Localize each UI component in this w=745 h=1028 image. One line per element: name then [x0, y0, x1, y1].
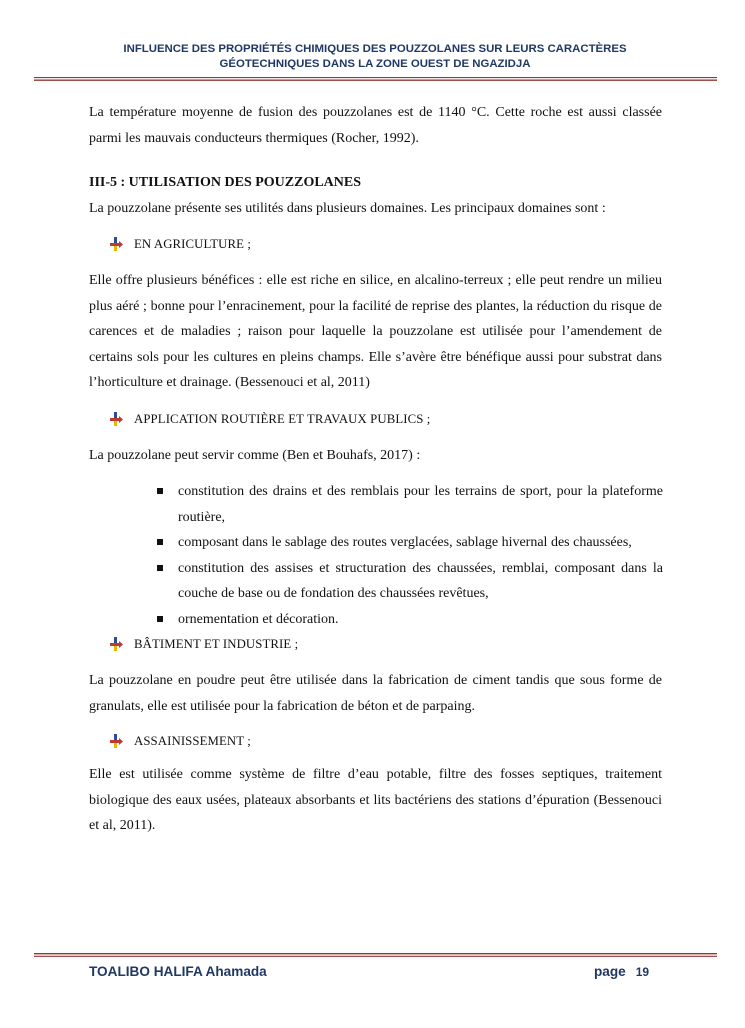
section-heading: III-5 : UTILISATION DES POUZZOLANES — [89, 175, 362, 190]
arrow-bullet-icon — [110, 734, 124, 748]
footer-page-number — [594, 964, 649, 979]
domain-label: EN AGRICULTURE ; — [134, 236, 252, 251]
section-intro: La pouzzolane présente ses utilités dans plusieurs domaines. Les principaux domaines sont : — [89, 201, 606, 216]
header-title-line-1: INFLUENCE DES PROPRIÉTÉS CHIMIQUES DES POUZZOLANES SUR LEURS CARACTÈRES — [123, 43, 627, 55]
list-item-text: composant dans le sablage des routes verglacées, sablage hivernal des chaussées, — [178, 535, 632, 550]
domain-bullet-assainissement — [110, 731, 251, 751]
arrow-bullet-icon — [110, 637, 124, 651]
domain-paragraph-routes: La pouzzolane peut servir comme (Ben et Bouhafs, 2017) : — [89, 448, 421, 463]
list-item-text: constitution des drains et des remblais pour les terrains de sport, pour la plateforme routière, — [178, 484, 663, 525]
intro-paragraph: La température moyenne de fusion des pouzzolanes est de 1140 °C. Cette roche est aussi classée parmi les mauvais conducteurs thermiques (Rocher, 1992). — [89, 105, 662, 146]
page-label: page — [594, 964, 626, 979]
square-bullet-icon — [157, 539, 163, 545]
square-bullet-icon — [157, 488, 163, 494]
list-item-text: constitution des assises et structuration des chaussées, remblai, composant dans la couche de base ou de fondation des chaussées revêtues, — [178, 560, 663, 601]
footer-author: TOALIBO HALIFA Ahamada — [89, 964, 267, 979]
list-item-text: ornementation et décoration. — [178, 611, 339, 627]
list-item — [157, 479, 663, 530]
domain-paragraph-batiment: La pouzzolane en poudre peut être utilisée dans la fabrication de ciment tandis que sous forme de granulats, elle est utilisée pour la fabrication de béton et de parpaing. — [89, 673, 662, 714]
header-title-line-2: GÉOTECHNIQUES DANS LA ZONE OUEST DE NGAZIDJA — [219, 58, 531, 70]
header-divider — [34, 77, 717, 81]
arrow-bullet-icon — [110, 412, 124, 426]
routes-usage-list — [157, 479, 663, 632]
list-item — [157, 530, 663, 556]
square-bullet-icon — [157, 616, 163, 622]
domain-bullet-batiment — [110, 634, 298, 654]
domain-bullet-agriculture — [110, 234, 251, 254]
arrow-bullet-icon — [110, 237, 124, 251]
domain-label: APPLICATION ROUTIÈRE ET TRAVAUX PUBLICS ; — [134, 411, 431, 426]
domain-label: ASSAINISSEMENT ; — [134, 733, 251, 748]
domain-bullet-routes — [110, 409, 430, 429]
list-item — [157, 556, 663, 607]
footer-divider — [34, 953, 717, 957]
square-bullet-icon — [157, 565, 163, 571]
list-item — [157, 607, 663, 633]
running-header — [80, 42, 670, 72]
page-number: 19 — [635, 965, 650, 979]
domain-paragraph-assainissement: Elle est utilisée comme système de filtre d’eau potable, filtre des fosses septiques, traitement biologique des eaux usées, plateaux absorbants et lits bactériens des stations d’épuration (Bessenouci et al, 2011). — [89, 767, 662, 833]
domain-label: BÂTIMENT ET INDUSTRIE ; — [134, 636, 299, 651]
domain-paragraph-agriculture: Elle offre plusieurs bénéfices : elle est riche en silice, en alcalino-terreux ; elle peut rendre un milieu plus aéré ; bonne pour l’enracinement, pour la facilité de reprise des plantes, la réduction du risque de carences et de maladies ; raison pour laquelle la pouzzolane est utilisée pour l’amendement de certains sols pour les cultures en pleins champs. Elle s’avère être bénéfique aussi pour substrat dans l’horticulture et drainage. (Bessenouci et al, 2011) — [89, 273, 662, 390]
